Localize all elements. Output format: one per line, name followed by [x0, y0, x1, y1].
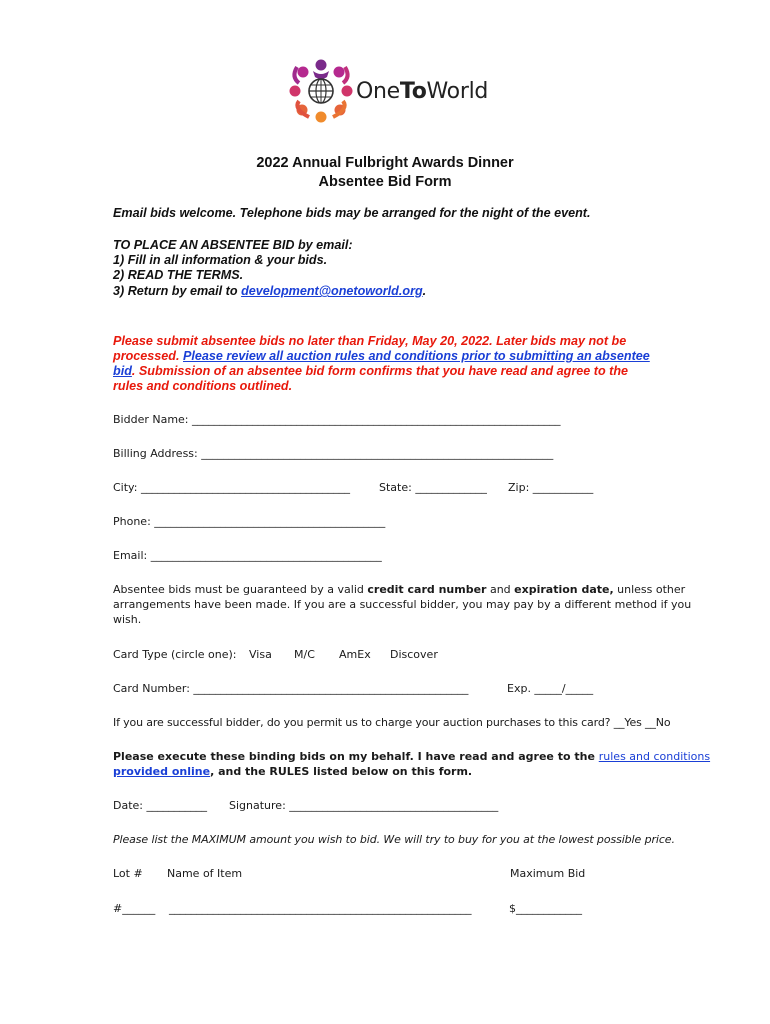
bid-row-lot-field[interactable]: #______	[113, 902, 156, 915]
guarantee-text-line1: Absentee bids must be guaranteed by a valid credit card number and expiration date, unless other	[113, 583, 686, 596]
zip-field[interactable]: Zip: ___________	[508, 481, 594, 494]
auction-rules-link-cont[interactable]: bid	[113, 364, 132, 378]
billing-address-field[interactable]: Billing Address: ________________________________________________________________	[113, 447, 554, 460]
binding-statement-line1: Please execute these binding bids on my behalf. I have read and agree to the rules and conditions	[113, 750, 711, 763]
card-expiration-field[interactable]: Exp. _____/_____	[507, 682, 594, 695]
bid-row-amount-field[interactable]: $____________	[509, 902, 582, 915]
city-field[interactable]: City: ______________________________________	[113, 481, 350, 494]
card-option-amex[interactable]: AmEx	[339, 648, 371, 661]
howto-step-3: 3) Return by email to development@onetoworld.org.	[113, 284, 427, 298]
development-email-link[interactable]: development@onetoworld.org	[241, 284, 423, 298]
date-field[interactable]: Date: ___________	[113, 799, 207, 812]
state-field[interactable]: State: _____________	[379, 481, 487, 494]
col-header-max-bid: Maximum Bid	[510, 867, 586, 880]
intro-text: Email bids welcome. Telephone bids may be arranged for the night of the event.	[113, 206, 591, 220]
phone-field[interactable]: Phone: __________________________________________	[113, 515, 386, 528]
email-field[interactable]: Email: __________________________________________	[113, 549, 382, 562]
deadline-notice-line1: Please submit absentee bids no later than Friday, May 20, 2022. Later bids may not be	[113, 334, 627, 348]
maximum-bid-note: Please list the MAXIMUM amount you wish to bid. We will try to buy for you at the lowest possible price.	[113, 833, 675, 846]
card-option-discover[interactable]: Discover	[390, 648, 438, 661]
deadline-notice-line2: processed. Please review all auction rules and conditions prior to submitting an absentee	[113, 349, 650, 363]
rules-conditions-link-cont[interactable]: provided online	[113, 765, 211, 778]
rules-conditions-link[interactable]: rules and conditions	[598, 750, 711, 763]
card-option-visa[interactable]: Visa	[249, 648, 272, 661]
globe-people-logo-icon	[288, 58, 354, 124]
bidder-name-field[interactable]: Bidder Name: ___________________________________________________________________	[113, 413, 561, 426]
guarantee-text-line2: arrangements have been made. If you are a successful bidder, you may pay by a different method if you	[113, 598, 692, 611]
col-header-item: Name of Item	[167, 867, 243, 880]
logo-wordmark: OneToWorld	[356, 78, 489, 104]
card-number-field[interactable]: Card Number: __________________________________________________	[113, 682, 469, 695]
howto-step-1: 1) Fill in all information & your bids.	[113, 253, 328, 267]
bid-row-item-field[interactable]: _______________________________________________________	[169, 902, 472, 915]
deadline-notice-line4: rules and conditions outlined.	[113, 379, 293, 393]
form-title-line2: Absentee Bid Form	[318, 174, 452, 190]
binding-statement-line2: provided online, and the RULES listed below on this form.	[113, 765, 473, 778]
howto-step-2: 2) READ THE TERMS.	[113, 268, 244, 282]
signature-field[interactable]: Signature: ______________________________________	[229, 799, 499, 812]
card-type-label: Card Type (circle one):	[113, 648, 237, 661]
deadline-notice-line3: bid. Submission of an absentee bid form confirms that you have read and agree to the	[113, 364, 629, 378]
charge-permission-question[interactable]: If you are successful bidder, do you permit us to charge your auction purchases to this card? __Yes __No	[113, 716, 671, 729]
onetoworld-logo	[288, 58, 488, 124]
card-option-mc[interactable]: M/C	[294, 648, 315, 661]
col-header-lot: Lot #	[113, 867, 143, 880]
howto-heading: TO PLACE AN ABSENTEE BID by email:	[113, 238, 353, 252]
auction-rules-link[interactable]: Please review all auction rules and conditions prior to submitting an absentee	[183, 349, 650, 363]
form-title-line1: 2022 Annual Fulbright Awards Dinner	[256, 155, 514, 171]
guarantee-text-line3: wish.	[113, 613, 142, 626]
